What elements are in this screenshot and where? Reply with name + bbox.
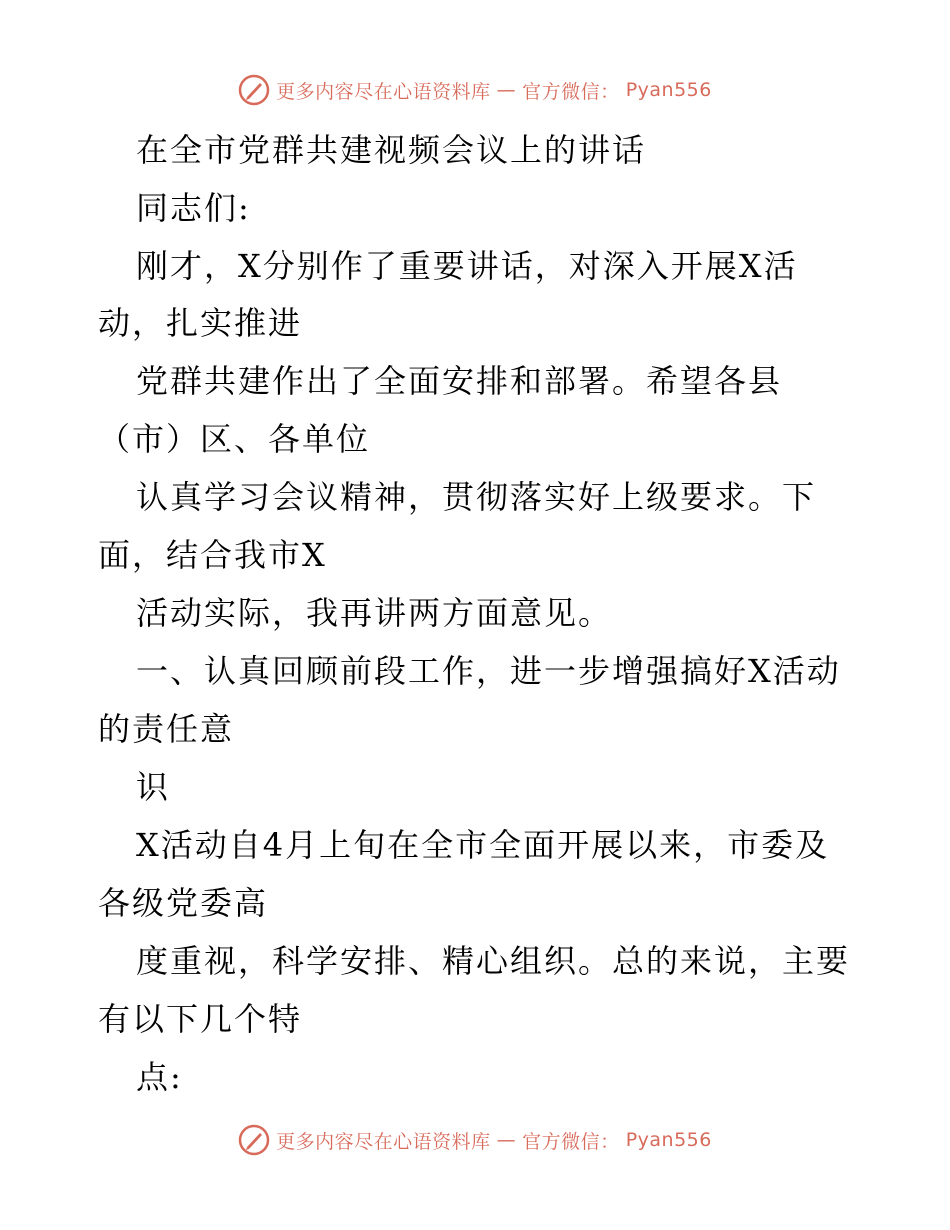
paragraph-line: 有以下几个特 — [98, 1000, 303, 1038]
watermark-site-text: 更多内容尽在心语资料库 — [276, 1130, 491, 1153]
quill-logo-icon — [238, 74, 270, 106]
watermark-contact-id: Pyan556 — [625, 79, 712, 101]
watermark-contact-id: Pyan556 — [625, 1129, 712, 1151]
salutation: 同志们: — [136, 189, 251, 227]
paragraph-line: 度重视，科学安排、精心组织。总的来说，主要 — [136, 942, 851, 980]
paragraph-line: X活动自4月上旬在全市全面开展以来，市委及 — [136, 826, 830, 864]
paragraph-line: 认真学习会议精神，贯彻落实好上级要求。下 — [136, 478, 817, 516]
watermark-contact-label: 官方微信： — [522, 1130, 620, 1153]
watermark-header — [0, 70, 950, 110]
watermark-separator: — — [496, 79, 517, 101]
paragraph-line: 刚才，X分别作了重要讲话，对深入开展X活 — [136, 247, 798, 285]
watermark-site-text: 更多内容尽在心语资料库 — [276, 80, 491, 103]
paragraph-line: 活动实际，我再讲两方面意见。 — [136, 594, 613, 632]
document-title: 在全市党群共建视频会议上的讲话 — [136, 131, 647, 169]
watermark-separator: — — [496, 1129, 517, 1151]
paragraph-line: 点: — [136, 1058, 183, 1096]
paragraph-line: 动，扎实推进 — [98, 304, 303, 342]
paragraph-line: 党群共建作出了全面安排和部署。希望各县 — [136, 362, 783, 400]
section-heading-line: 的责任意 — [98, 710, 235, 748]
watermark-contact-label: 官方微信： — [522, 80, 620, 103]
section-heading-line: 一、认真回顾前段工作，进一步增强搞好X活动 — [136, 652, 841, 690]
quill-logo-icon — [238, 1124, 270, 1156]
watermark-footer — [0, 1120, 950, 1160]
paragraph-line: 各级党委高 — [98, 884, 269, 922]
paragraph-line: （市）区、各单位 — [98, 420, 371, 458]
section-heading-line: 识 — [136, 768, 171, 806]
paragraph-line: 面，结合我市X — [98, 536, 327, 574]
